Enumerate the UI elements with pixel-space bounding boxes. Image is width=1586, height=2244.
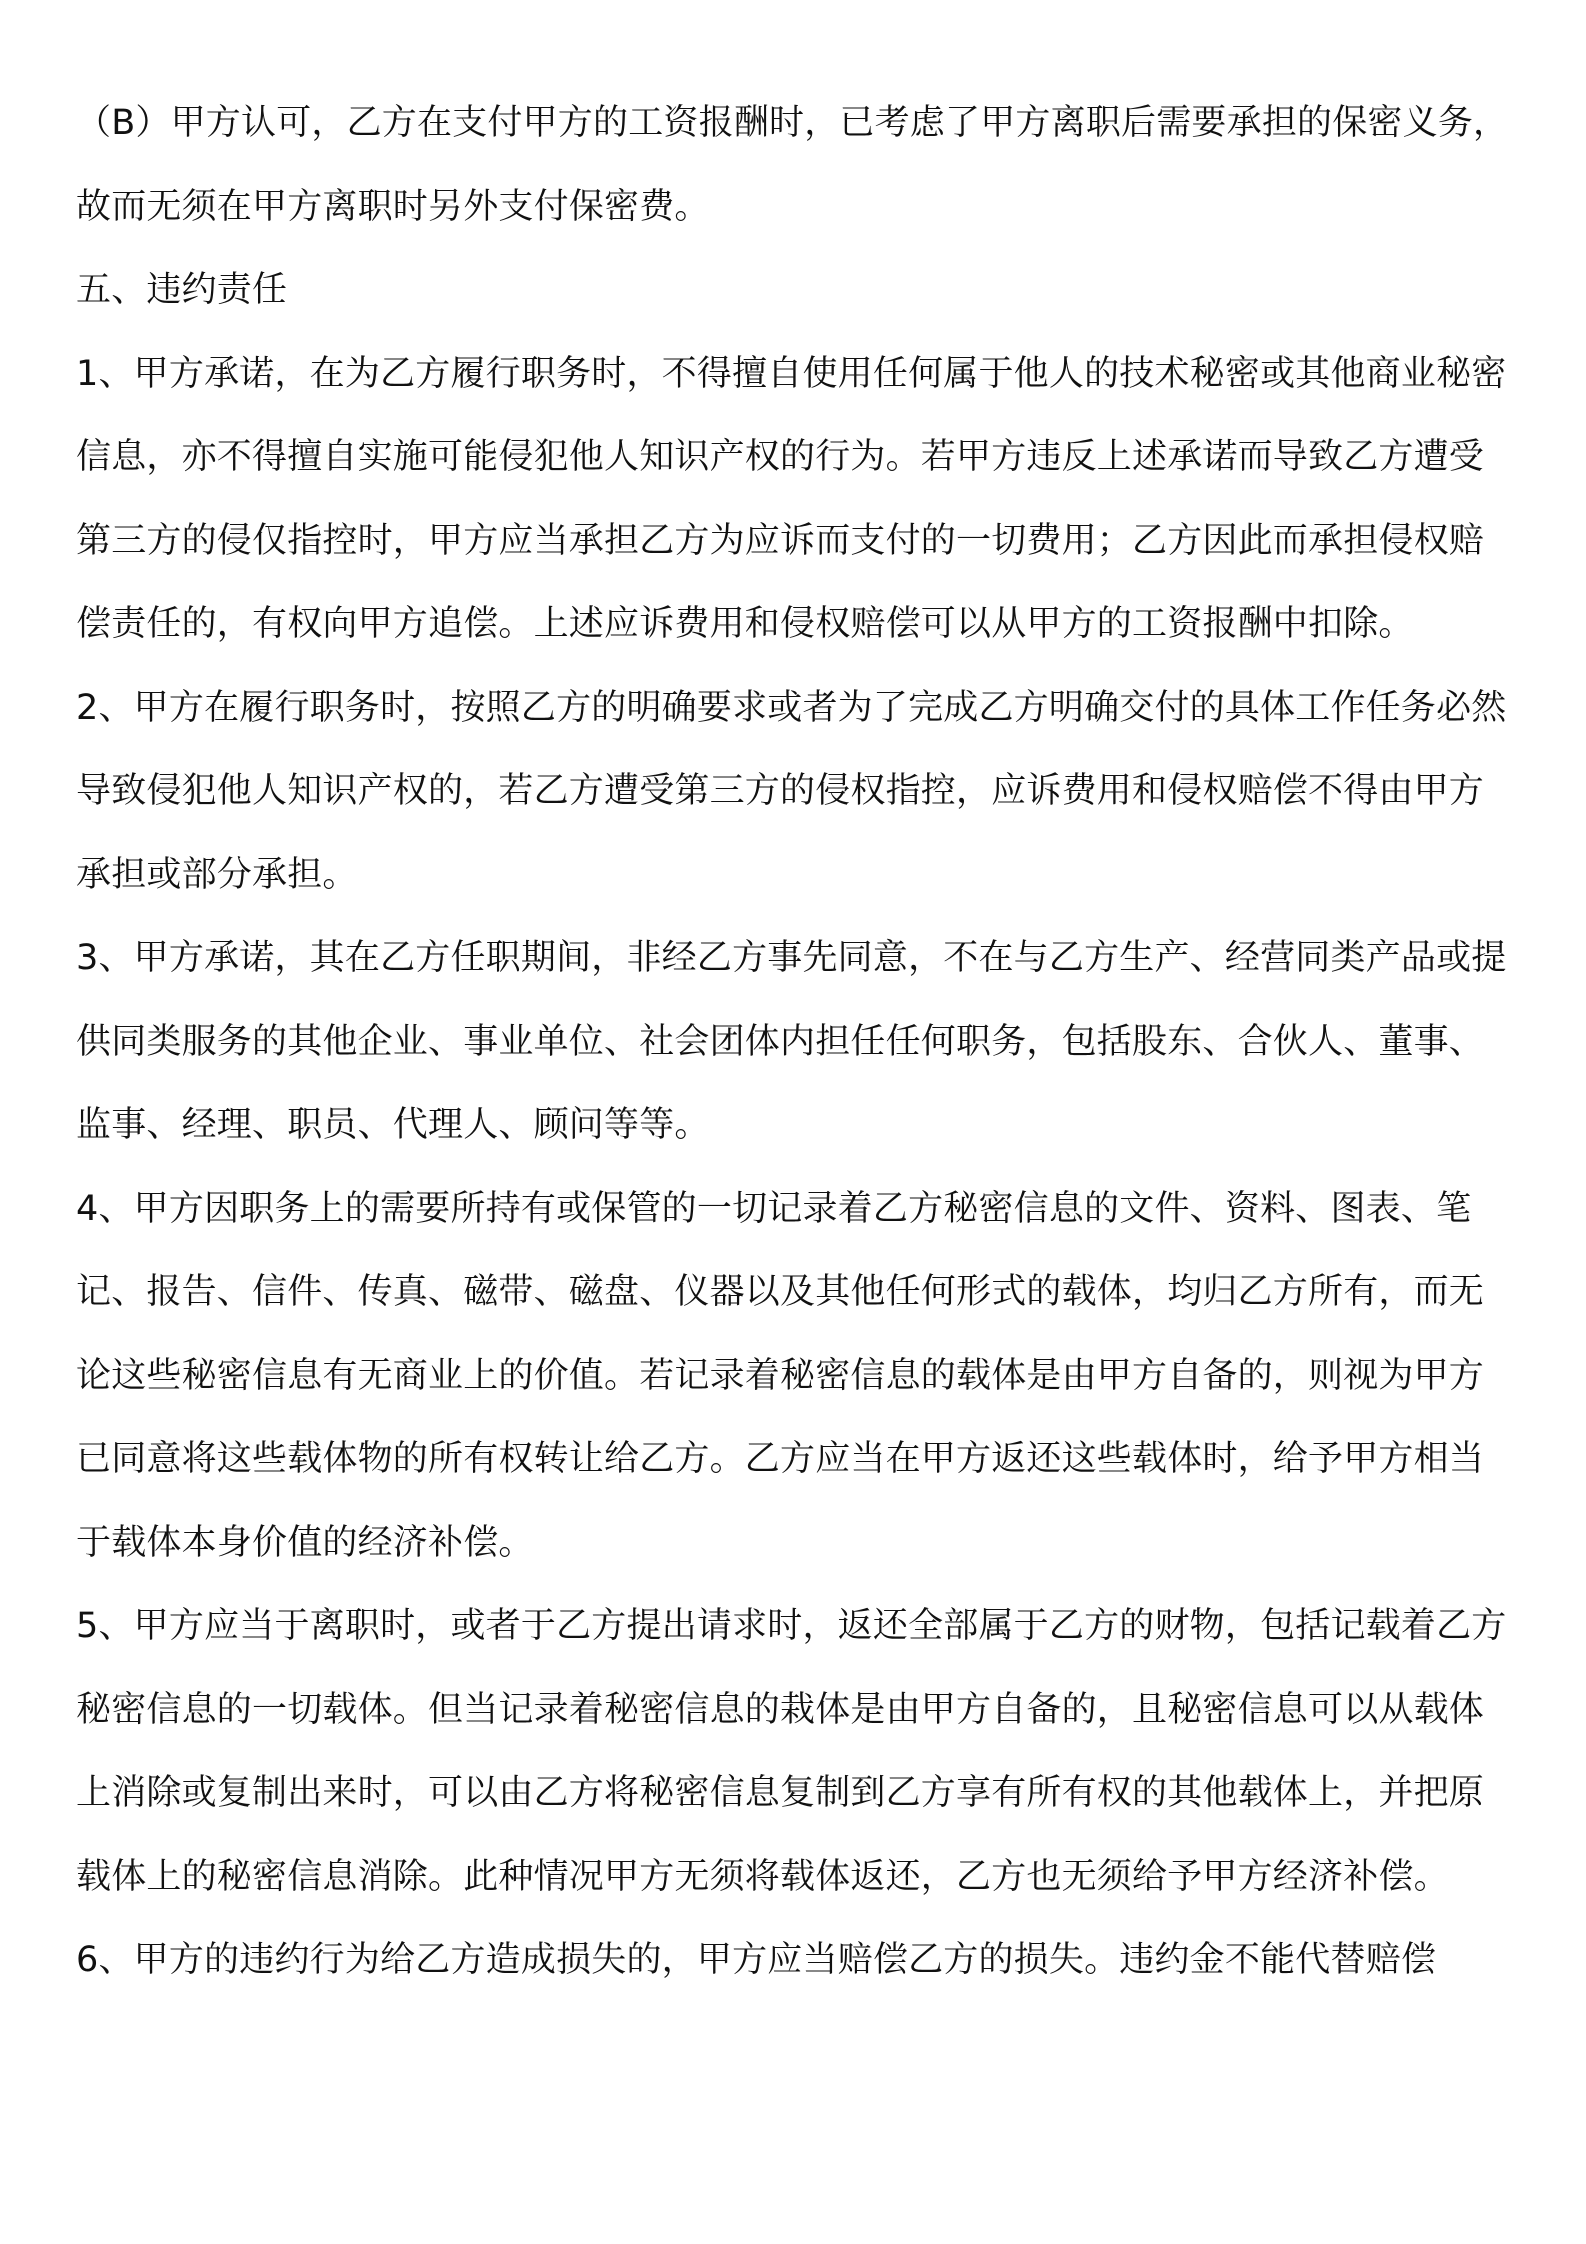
clause-3-non-compete: 3、甲方承诺，其在乙方任职期间，非经乙方事先同意，不在与乙方生产、经营同类产品或提供同类服务的其他企业、事业单位、社会团体内担任任何职务，包括股东、合伙人、董事、监事、经理、职员、代理人、顾问等等。 (76, 938, 1507, 1145)
clause-2-required-infringement: 2、甲方在履行职务时，按照乙方的明确要求或者为了完成乙方明确交付的具体工作任务必然导致侵犯他人知识产权的，若乙方遭受第三方的侵权指控，应诉费用和侵权赔偿不得由甲方承担或部分承担。 (76, 687, 1507, 895)
paragraph-b-confidentiality-fee: （B）甲方认可，乙方在支付甲方的工资报酬时，已考虑了甲方离职后需要承担的保密义务，故而无须在甲方离职时另外支付保密费。 (76, 103, 1509, 227)
clause-1-infringement-commitment: 1、甲方承诺，在为乙方履行职务时，不得擅自使用任何属于他人的技术秘密或其他商业秘密信息，亦不得擅自实施可能侵犯他人知识产权的行为。若甲方违反上述承诺而导致乙方遭受第三方的侵仅指控时，甲方应当承担乙方为应诉而支付的一切费用；乙方因此而承担侵权赔偿责任的，有权向甲方追偿。上述应诉费用和侵权赔偿可以从甲方的工资报酬中扣除。 (76, 353, 1507, 644)
section-heading-breach-liability: 五、违约责任 (76, 270, 288, 310)
clause-6-damages: 6、甲方的违约行为给乙方造成损失的，甲方应当赔偿乙方的损失。违约金不能代替赔偿 (76, 1940, 1437, 1980)
clause-4-carrier-ownership: 4、甲方因职务上的需要所持有或保管的一切记录着乙方秘密信息的文件、资料、图表、笔记、报告、信件、传真、磁带、磁盘、仪器以及其他任何形式的载体，均归乙方所有，而无论这些秘密信息有无商业上的价值。若记录着秘密信息的载体是由甲方自备的，则视为甲方已同意将这些载体物的所有权转让给乙方。乙方应当在甲方返还这些载体时，给予甲方相当于载体本身价值的经济补偿。 (76, 1188, 1485, 1563)
clause-5-return-property: 5、甲方应当于离职时，或者于乙方提出请求时，返还全部属于乙方的财物，包括记载着乙方秘密信息的一切载体。但当记录着秘密信息的栽体是由甲方自备的，且秘密信息可以从载体上消除或复制出来时，可以由乙方将秘密信息复制到乙方享有所有权的其他载体上，并把原载体上的秘密信息消除。此种情况甲方无须将载体返还，乙方也无须给予甲方经济补偿。 (76, 1606, 1507, 1897)
contract-body (76, 82, 1512, 2003)
